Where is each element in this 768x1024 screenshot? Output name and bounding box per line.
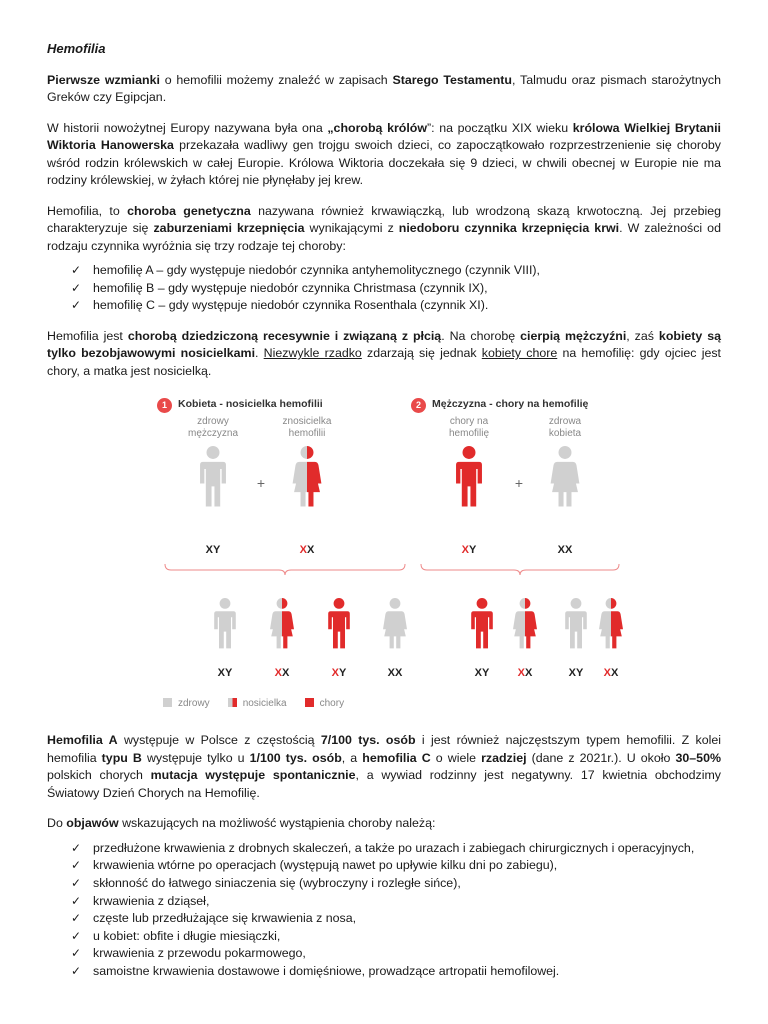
- chromosome: X: [217, 667, 225, 680]
- list-item: [47, 928, 721, 946]
- panel-1-title: [157, 396, 323, 414]
- parent-figure-sick-male: [456, 446, 482, 506]
- swatch-gray: [163, 698, 172, 707]
- bold-text: choroba genetyczna: [127, 203, 251, 218]
- panel-title-text: Kobieta - nosicielka hemofilii: [178, 398, 323, 411]
- bold-text: Starego Testamentu: [392, 72, 512, 87]
- child-genotype: [262, 665, 302, 683]
- child-figure: [471, 598, 493, 648]
- bold-text: 7/100 tys. osób: [320, 733, 416, 748]
- symptoms-list: [47, 840, 721, 981]
- text: o wiele: [430, 750, 482, 765]
- child-genotype: [205, 665, 245, 683]
- list-item-text: skłonność do łatwego siniaczenia się (wybroczyny i rozległe sińce),: [93, 875, 461, 890]
- checkmark-icon: ✓: [71, 875, 82, 890]
- legend-healthy: [163, 695, 210, 713]
- underlined-text: kobiety chore: [481, 346, 558, 361]
- checkmark-icon: ✓: [71, 263, 82, 277]
- list-item: [47, 857, 721, 875]
- paragraph-history-mentions: [47, 72, 721, 107]
- text: zdarzają się jednak: [361, 346, 482, 361]
- parent-figure-healthy-male: [200, 446, 226, 506]
- chromosome-affected: X: [299, 544, 307, 557]
- chromosome: X: [387, 667, 395, 680]
- child-figure: [513, 598, 537, 648]
- chromosome-affected: X: [517, 667, 525, 680]
- bold-text: kobiety są tylko bezobjawowymi nosicielkami: [47, 328, 722, 361]
- text: . Na chorobę: [441, 328, 521, 343]
- paragraph-inheritance: [47, 328, 721, 381]
- text: , a: [341, 750, 363, 765]
- chromosome: X: [205, 544, 213, 557]
- parent-figure-healthy-female: [551, 446, 580, 506]
- chromosome: Y: [469, 544, 477, 557]
- bold-text: cierpią mężczyźni: [520, 328, 627, 343]
- bold-text: hemofilia C: [362, 750, 431, 765]
- panel-title-text: Mężczyzna - chory na hemofilię: [432, 398, 589, 411]
- text: występuje tylko u: [141, 750, 250, 765]
- legend-sick: [305, 695, 344, 713]
- list-item-text: u kobiet: obfite i długie miesiączki,: [93, 928, 281, 943]
- checkmark-icon: ✓: [71, 963, 82, 978]
- bold-text: mutacja występuje spontanicznie: [150, 768, 356, 783]
- text: na hemofilię: gdy ojciec jest chory, a matka jest nosicielką.: [47, 346, 721, 378]
- chromosome: Y: [225, 667, 233, 680]
- chromosome-affected: X: [603, 667, 611, 680]
- swatch-red: [305, 698, 314, 707]
- checkmark-icon: ✓: [71, 280, 82, 295]
- list-item: [47, 262, 721, 280]
- text: W historii nowożytnej Europy nazywana była ona: [47, 120, 328, 135]
- panel-2-title: [411, 396, 588, 414]
- text: (dane z 2021r.). U około: [526, 750, 676, 765]
- list-item: [47, 280, 721, 298]
- bold-text: objawów: [66, 816, 119, 831]
- plus-sign: +: [514, 475, 524, 492]
- chromosome: X: [474, 667, 482, 680]
- checkmark-icon: ✓: [71, 840, 82, 855]
- child-figure: [328, 598, 350, 648]
- parent-genotype: [287, 542, 327, 560]
- paragraph-royal-disease: [47, 120, 721, 190]
- checkmark-icon: ✓: [71, 946, 82, 961]
- offspring-bracket-1: [165, 564, 405, 575]
- list-item-text: hemofilię C – gdy występuje niedobór czynnika Rosenthala (czynnik XI).: [93, 298, 489, 313]
- child-genotype: [591, 665, 631, 683]
- bold-text: królowa Wielkiej Brytanii Wiktoria Hanowerska: [47, 120, 721, 152]
- bold-text: „chorobą królów: [327, 120, 427, 135]
- chromosome: X: [395, 667, 403, 680]
- chromosome: X: [525, 667, 533, 680]
- checkmark-icon: ✓: [71, 911, 82, 926]
- text: i jest również najczęstszym typem hemofilii. Z kolei hemofilia: [47, 733, 722, 765]
- parent-label: znosicielka hemofilii: [282, 416, 332, 440]
- paragraph-statistics: [47, 732, 721, 802]
- list-item-text: hemofilię A – gdy występuje niedobór czynnika antyhemolitycznego (czynnik VIII),: [93, 263, 540, 277]
- text: Hemofilia, to: [47, 203, 128, 218]
- text: , zaś: [626, 328, 659, 343]
- list-item: [47, 297, 721, 315]
- list-item-text: krwawienia z przewodu pokarmowego,: [93, 946, 306, 961]
- text: Hemofilia jest: [47, 328, 128, 343]
- chromosome: X: [557, 544, 565, 557]
- list-item: [47, 840, 721, 858]
- bold-text: chorobą dziedziczoną recesywnie i związaną z płcią: [127, 328, 442, 343]
- chromosome: X: [568, 667, 576, 680]
- child-figure: [214, 598, 236, 648]
- list-item-text: przedłużone krwawienia z drobnych skaleczeń, a także po urazach i zabiegach chirurgicznych i operacyjnych,: [93, 840, 695, 855]
- bold-text: typu B: [101, 750, 142, 765]
- underlined-text: Niezwykle rzadko: [263, 346, 362, 361]
- legend-label: chory: [319, 698, 345, 710]
- plus-sign: +: [256, 475, 266, 492]
- chromosome: Y: [339, 667, 347, 680]
- list-item: [47, 963, 721, 981]
- parent-figure-carrier-female: [293, 446, 322, 506]
- number-badge: 2: [411, 398, 426, 413]
- text: wynikającymi z: [304, 221, 399, 235]
- child-figure: [565, 598, 587, 648]
- list-item-text: krwawienia z dziąseł,: [93, 893, 210, 908]
- text: . W zależności od rodzaju czynnika wyróżnia się trzy rodzaje tej choroby:: [47, 221, 721, 253]
- text: nazywana również krwawiączką, lub wrodzoną skazą krwotoczną. Jej przebieg charakteryzuje się: [47, 203, 721, 235]
- text: występuje w Polsce z częstością: [117, 733, 321, 748]
- chromosome: Y: [213, 544, 221, 557]
- chromosome: Y: [576, 667, 584, 680]
- list-item-text: krwawienia wtórne po operacjach (występują nawet po upływie kilku dni po zabiegu),: [93, 858, 558, 873]
- list-item: [47, 910, 721, 928]
- child-figure: [599, 598, 623, 648]
- text: Do: [47, 816, 67, 831]
- inheritance-diagram: [153, 390, 623, 720]
- parent-label: chory na hemofilię: [448, 416, 490, 440]
- list-item-text: hemofilię B – gdy występuje niedobór czynnika Christmasa (czynnik IX),: [93, 280, 488, 295]
- child-genotype: [505, 665, 545, 683]
- document-page: [47, 40, 721, 994]
- list-item: [47, 875, 721, 893]
- text: przekazała wadliwy gen trojgu swoich dzieci, co zapoczątkowało rozprzestrzenienie się choroby wśród rodzin królewskich w całej Europie. Królowa Wiktoria doczekała się 9 dzieci, w chwili obecnej w Europie nie ma rodziny królewskiej, w żyłach której nie płynęłaby jej krew.: [47, 138, 721, 187]
- child-genotype: [462, 665, 502, 683]
- text: .: [255, 346, 264, 361]
- diagram-legend: [163, 695, 344, 713]
- chromosome: X: [611, 667, 619, 680]
- list-item-text: częste lub przedłużające się krwawienia z nosa,: [93, 911, 357, 926]
- text: ”: na początku XIX wieku: [427, 120, 573, 135]
- text: polskich chorych: [47, 768, 151, 783]
- child-figure: [383, 598, 407, 648]
- list-item: [47, 945, 721, 963]
- chromosome: X: [307, 544, 315, 557]
- bold-text: zaburzeniami krzepnięcia: [153, 221, 305, 235]
- text: wskazujących na możliwość wystąpienia choroby należą:: [118, 816, 436, 831]
- bold-text: Pierwsze wzmianki: [47, 72, 160, 87]
- number-badge: 1: [157, 398, 172, 413]
- parent-genotype: [193, 542, 233, 560]
- document-title: Hemofilia: [47, 41, 106, 56]
- bold-text: 1/100 tys. osób: [249, 750, 342, 765]
- paragraph-definition: [47, 203, 721, 256]
- chromosome-affected: X: [274, 667, 282, 680]
- bold-text: niedoboru czynnika krzepnięcia krwi: [398, 221, 620, 235]
- parent-label: zdrowa kobieta: [548, 416, 582, 440]
- legend-label: nosicielka: [242, 698, 287, 710]
- bold-text: Hemofilia A: [47, 733, 118, 748]
- checkmark-icon: ✓: [71, 893, 82, 908]
- bold-text: 30–50%: [675, 750, 721, 765]
- list-item-text: samoistne krwawienia dostawowe i domięśniowe, prowadzące artropatii hemofilowej.: [93, 963, 560, 978]
- checkmark-icon: ✓: [71, 298, 82, 313]
- paragraph-symptoms-intro: [47, 815, 721, 833]
- parent-label: zdrowy mężczyzna: [187, 416, 238, 440]
- offspring-bracket-2: [421, 564, 619, 575]
- chromosome-affected: X: [461, 544, 469, 557]
- text: o hemofilii możemy znaleźć w zapisach: [159, 72, 393, 87]
- checkmark-icon: ✓: [71, 928, 82, 943]
- list-item: [47, 893, 721, 911]
- chromosome: Y: [482, 667, 490, 680]
- child-genotype: [319, 665, 359, 683]
- chromosome: X: [282, 667, 290, 680]
- legend-label: zdrowy: [178, 698, 210, 710]
- parent-genotype: [545, 542, 585, 560]
- parent-genotype: [449, 542, 489, 560]
- child-genotype: [556, 665, 596, 683]
- chromosome: X: [565, 544, 573, 557]
- bold-text: rzadziej: [481, 750, 527, 765]
- swatch-half: [228, 698, 237, 707]
- child-figure: [270, 598, 294, 648]
- text: , Talmudu oraz pismach starożytnych Greków czy Egipcjan.: [47, 72, 721, 104]
- types-list: [47, 262, 721, 315]
- chromosome-affected: X: [331, 667, 339, 680]
- legend-carrier: [228, 695, 287, 713]
- checkmark-icon: ✓: [71, 858, 82, 873]
- text: , a wywiad rodzinny jest negatywny. 17 kwietnia obchodzimy Światowy Dzień Chorych na Hemofilię.: [47, 768, 721, 800]
- child-genotype: [375, 665, 415, 683]
